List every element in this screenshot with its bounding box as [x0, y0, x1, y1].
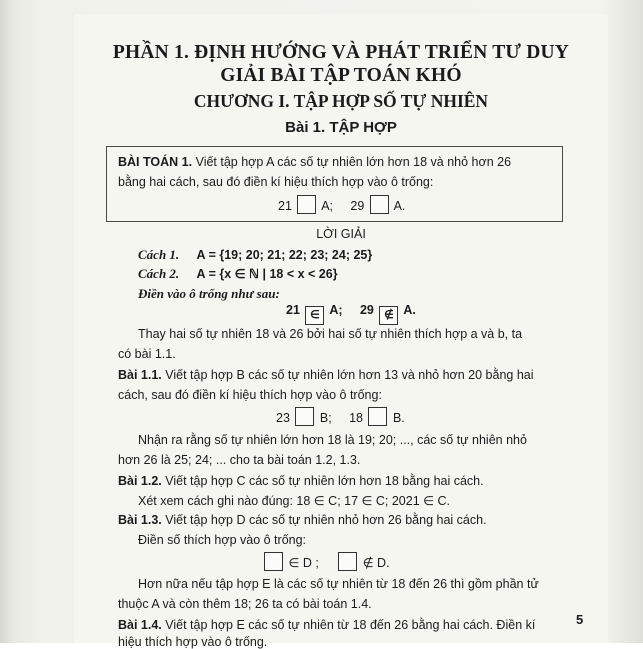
problem-blank-b-tail: A. [393, 199, 406, 213]
part-title-line2: GIẢI BÀI TẬP TOÁN KHÓ [220, 65, 462, 86]
problem-blank-a-number: 21 [278, 199, 292, 213]
ex13-text-line1: Viết tập hợp D các số tự nhiên nhỏ hơn 26 bằng hai cách. [165, 513, 487, 527]
method2-label: Cách 2. [138, 266, 180, 281]
para1-line2: có bài 1.1. [118, 347, 176, 361]
para2-line1: Nhận ra rằng số tự nhiên lớn hơn 18 là 19; 20; ..., các số tự nhiên nhỏ [138, 433, 527, 447]
ex13-label: Bài 1.3. [118, 513, 162, 527]
method1-line [138, 247, 372, 263]
problem-text-line1: Viết tập hợp A các số tự nhiên lớn hơn 18 và nhỏ hơn 26 [195, 155, 512, 169]
fill-b-box: ∉ [379, 306, 398, 325]
para3-line1: Hơn nữa nếu tập hợp E là các số tự nhiên từ 18 đến 26 thì gồm phần tử [138, 577, 539, 591]
page-number: 5 [576, 612, 584, 627]
ex11-text-line2: cách, sau đó điền kí hiệu thích hợp vào ô trống: [118, 388, 382, 402]
method1-label: Cách 1. [138, 247, 180, 262]
part-title-line1: PHẦN 1. ĐỊNH HƯỚNG VÀ PHÁT TRIỂN TƯ DUY [112, 42, 570, 63]
fill-a-number: 21 [286, 303, 300, 317]
fill-a-tail: A; [329, 303, 343, 317]
method2-expression: A = {x ∈ ℕ | 18 < x < 26} [196, 267, 338, 281]
ex13-blank-a-tail: ∈ D ; [288, 556, 319, 570]
problem-label: BÀI TOÁN 1. [118, 155, 193, 169]
ex14-text-line2: hiệu thích hợp vào ô trống. [118, 635, 268, 649]
ex14-line1 [118, 618, 535, 632]
ex11-blanks [276, 407, 405, 426]
ex11-blank-b-box [368, 407, 387, 426]
problem-blank-b-number: 29 [350, 199, 365, 213]
ex13-blanks [262, 552, 390, 571]
ex14-label: Bài 1.4. [118, 618, 162, 632]
method2-line [138, 266, 338, 282]
lesson-title: Bài 1. TẬP HỢP [285, 119, 397, 136]
chapter-title: CHƯƠNG I. TẬP HỢP SỐ TỰ NHIÊN [193, 91, 489, 111]
ex12-text-line1: Viết tập hợp C các số tự nhiên lớn hơn 18 bằng hai cách. [165, 474, 484, 488]
fill-b-tail: A. [403, 303, 416, 317]
ex12-line1 [118, 474, 484, 488]
problem-blank-a-tail: A; [321, 199, 333, 213]
para2-line2: hơn 26 là 25; 24; ... cho ta bài toán 1.2, 1.3. [118, 453, 361, 467]
ex11-blank-a-tail: B; [319, 411, 332, 425]
ex13-blank-b-box [338, 552, 357, 571]
ex12-label: Bài 1.2. [118, 474, 162, 488]
ex11-label: Bài 1.1. [118, 368, 162, 382]
para1-line1: Thay hai số tự nhiên 18 và 26 bởi hai số tự nhiên thích hợp a và b, ta [138, 327, 523, 341]
ex13-blank-b-tail: ∉ D. [362, 556, 390, 570]
method1-expression: A = {19; 20; 21; 22; 23; 24; 25} [196, 248, 373, 262]
solution-fill [286, 303, 416, 325]
para3-line2: thuộc A và còn thêm 18; 26 ta có bài toán 1.4. [118, 597, 372, 611]
fill-label: Điền vào ô trống như sau: [138, 286, 280, 301]
ex11-blank-b-number: 18 [349, 411, 363, 425]
problem-text-line2: bằng hai cách, sau đó điền kí hiệu thích hợp vào ô trống: [118, 175, 434, 189]
fill-a-box: ∈ [305, 306, 324, 325]
ex11-blank-a-number: 23 [276, 411, 290, 425]
ex13-blank-a-box [264, 552, 283, 571]
ex14-text-line1: Viết tập hợp E các số tự nhiên từ 18 đến 26 bằng hai cách. Điền kí [165, 618, 536, 632]
ex13-line1 [118, 513, 487, 527]
solution-heading: LỜI GIẢI [316, 227, 366, 241]
ex11-text-line1: Viết tập hợp B các số tự nhiên lớn hơn 13 và nhỏ hơn 20 bằng hai [165, 368, 534, 382]
problem-line1 [118, 155, 511, 169]
ex12-text-line2: Xét xem cách ghi nào đúng: 18 ∈ C; 17 ∈ C; 2021 ∈ C. [138, 494, 450, 508]
ex11-blank-b-tail: B. [392, 411, 405, 425]
ex11-line1 [118, 368, 534, 382]
problem-blanks [278, 195, 405, 214]
book-page [74, 14, 608, 649]
ex11-blank-a-box [295, 407, 314, 426]
problem-blank-b-box [370, 195, 389, 214]
ex13-text-line2: Điền số thích hợp vào ô trống: [138, 533, 307, 547]
fill-b-number: 29 [359, 303, 374, 317]
problem-blank-a-box [297, 195, 316, 214]
